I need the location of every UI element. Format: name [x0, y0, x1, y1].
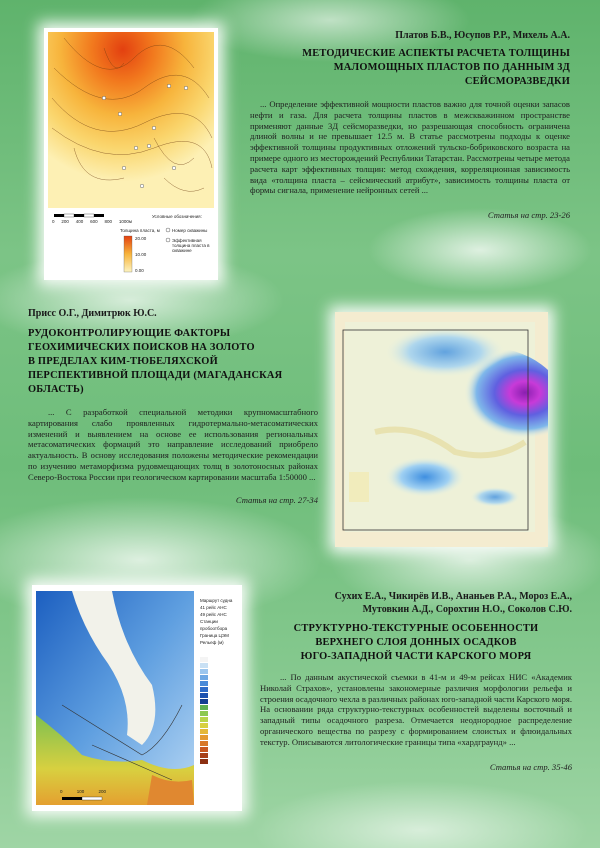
legend-iso-label: Эффективная толщина пласта в скважине — [172, 238, 210, 253]
title-line: ВЕРХНЕГО СЛОЯ ДОННЫХ ОСАДКОВ — [315, 637, 517, 648]
legend-value-mid: 10.00 — [135, 252, 147, 257]
legend-thickness-title: Толщина пласта, м — [120, 228, 160, 233]
legend-well-label: Номер скважины — [172, 228, 208, 233]
article-3-abstract: ... По данным акустической съемки в 41-м и 49-м рейсах НИС «Академик Николай Страхов», установлены закономерные различия морфологии рельефа и строения осадочного чехла в различных районах юго-западной части Карского моря. На основании ряда структурно-текстурных особенностей выделены восточный и западный типы осадочного разреза. Отмечается неоднородное распределение органического вещества по разрезу с формированием слоистых и флюидальных текстур. Описываются литологические границы типа «хардграунд» ... — [260, 672, 572, 747]
article-2-authors: Присс О.Г., Димитрюк Ю.С. — [28, 308, 157, 319]
title-line: СЕЙСМОРАЗВЕДКИ — [464, 76, 570, 87]
legend-line: 41 рейс АНС — [200, 605, 227, 610]
author-line: Мутовкин А.Д., Сорохтин Н.О., Соколов С.Ю. — [362, 604, 572, 615]
article-1-authors: Платов Б.В., Юсупов Р.Р., Михель А.А. — [395, 30, 570, 41]
article-3-authors — [260, 590, 572, 616]
scale-label: 100 — [76, 789, 85, 794]
figure-kara-sea-map — [32, 585, 242, 811]
scale-label: 800 — [104, 219, 113, 224]
article-1-title — [240, 47, 570, 89]
legend-symbols-title: Условные обозначения: — [152, 214, 202, 219]
legend-value-top: 20.00 — [135, 236, 147, 241]
title-line: ГЕОХИМИЧЕСКИХ ПОИСКОВ НА ЗОЛОТО — [28, 342, 255, 353]
article-2-title — [28, 327, 318, 397]
map-scale-labels — [60, 789, 106, 794]
article-3-reference[interactable]: Статья на стр. 35-46 — [489, 761, 572, 772]
article-2 — [28, 308, 318, 505]
scale-label: 1000м — [118, 219, 132, 224]
legend-line: Маршрут судна — [200, 598, 233, 603]
legend-line: Рельеф (м) — [200, 640, 224, 645]
scale-label: 0 — [52, 219, 55, 224]
author-line: Сухих Е.А., Чикирёв И.В., Ананьев Р.А., Мороз Е.А., — [334, 591, 572, 602]
scale-label: 200 — [98, 789, 106, 794]
title-line: ПЕРСПЕКТИВНОЙ ПЛОЩАДИ (МАГАДАНСКАЯ — [28, 370, 283, 381]
title-line: В ПРЕДЕЛАХ КИМ-ТЮБЕЛЯХСКОЙ — [28, 356, 218, 367]
title-line: МАЛОМОЩНЫХ ПЛАСТОВ ПО ДАННЫМ 3Д — [333, 62, 570, 73]
scale-label: 600 — [90, 219, 98, 224]
scale-label: 0 — [60, 789, 63, 794]
scale-label: 200 — [61, 219, 69, 224]
title-line: ЮГО-ЗАПАДНОЙ ЧАСТИ КАРСКОГО МОРЯ — [300, 651, 532, 662]
legend-line: Станции пробоотбора — [200, 619, 228, 631]
figure-thickness-map — [44, 28, 218, 280]
map-legend — [200, 597, 242, 646]
article-1 — [240, 30, 570, 220]
title-line: РУДОКОНТРОЛИРУЮЩИЕ ФАКТОРЫ — [28, 328, 231, 339]
scale-labels — [52, 219, 132, 224]
article-3-title — [260, 622, 572, 664]
legend-value-bottom: 0.00 — [135, 268, 144, 273]
title-line: МЕТОДИЧЕСКИЕ АСПЕКТЫ РАСЧЕТА ТОЛЩИНЫ — [302, 48, 570, 59]
title-line: ОБЛАСТЬ) — [28, 384, 84, 395]
legend-line: 49 рейс АНС — [200, 612, 227, 617]
article-2-abstract: ... С разработкой специальной методики крупномасштабного картирования слабо проявленных гидротермально-метасоматических изменений и выявлением на основе ее использования региональных метасоматических формаций это направление исследований приобрело актуальность. В основу исследования положены методические рекомендации по изучению метаморфизма рудовмещающих толщ в золотоносных районах Северо-Востока России при геологическом картировании масштаба 1:50000 ... — [28, 407, 318, 482]
figure-geochem-map — [335, 312, 548, 547]
article-3 — [260, 590, 572, 772]
article-2-reference[interactable]: Статья на стр. 27-34 — [235, 494, 318, 505]
legend-line: Граница ЦЭМ — [200, 633, 229, 638]
scale-label: 400 — [75, 219, 84, 224]
article-1-abstract: ... Определение эффективной мощности пластов важно для точной оценки запасов нефти и газа. Для расчета толщины пластов в межскважинном пространстве применяют данные 3Д сейсморазведки, но разрешающая способность ограничена длиной волны и не превышает 12.5 м. В статье рассмотрены подходы к оценке эффективной толщины продуктивных отложений тульско-бобриковского возраста на примере одного из месторождений Республики Татарстан. Рассмотрены четыре метода расчета карт эффективных толщин: метод схождения, корреляционная зависимость вида «толщина пласта – сейсмический атрибут», зависимость толщины пласта от формы сигнала, применение нейронных сетей ... — [250, 99, 570, 196]
geochem-map-image — [335, 312, 548, 547]
article-1-reference[interactable]: Статья на стр. 23-26 — [487, 210, 570, 221]
title-line: СТРУКТУРНО-ТЕКСТУРНЫЕ ОСОБЕННОСТИ — [293, 623, 539, 634]
